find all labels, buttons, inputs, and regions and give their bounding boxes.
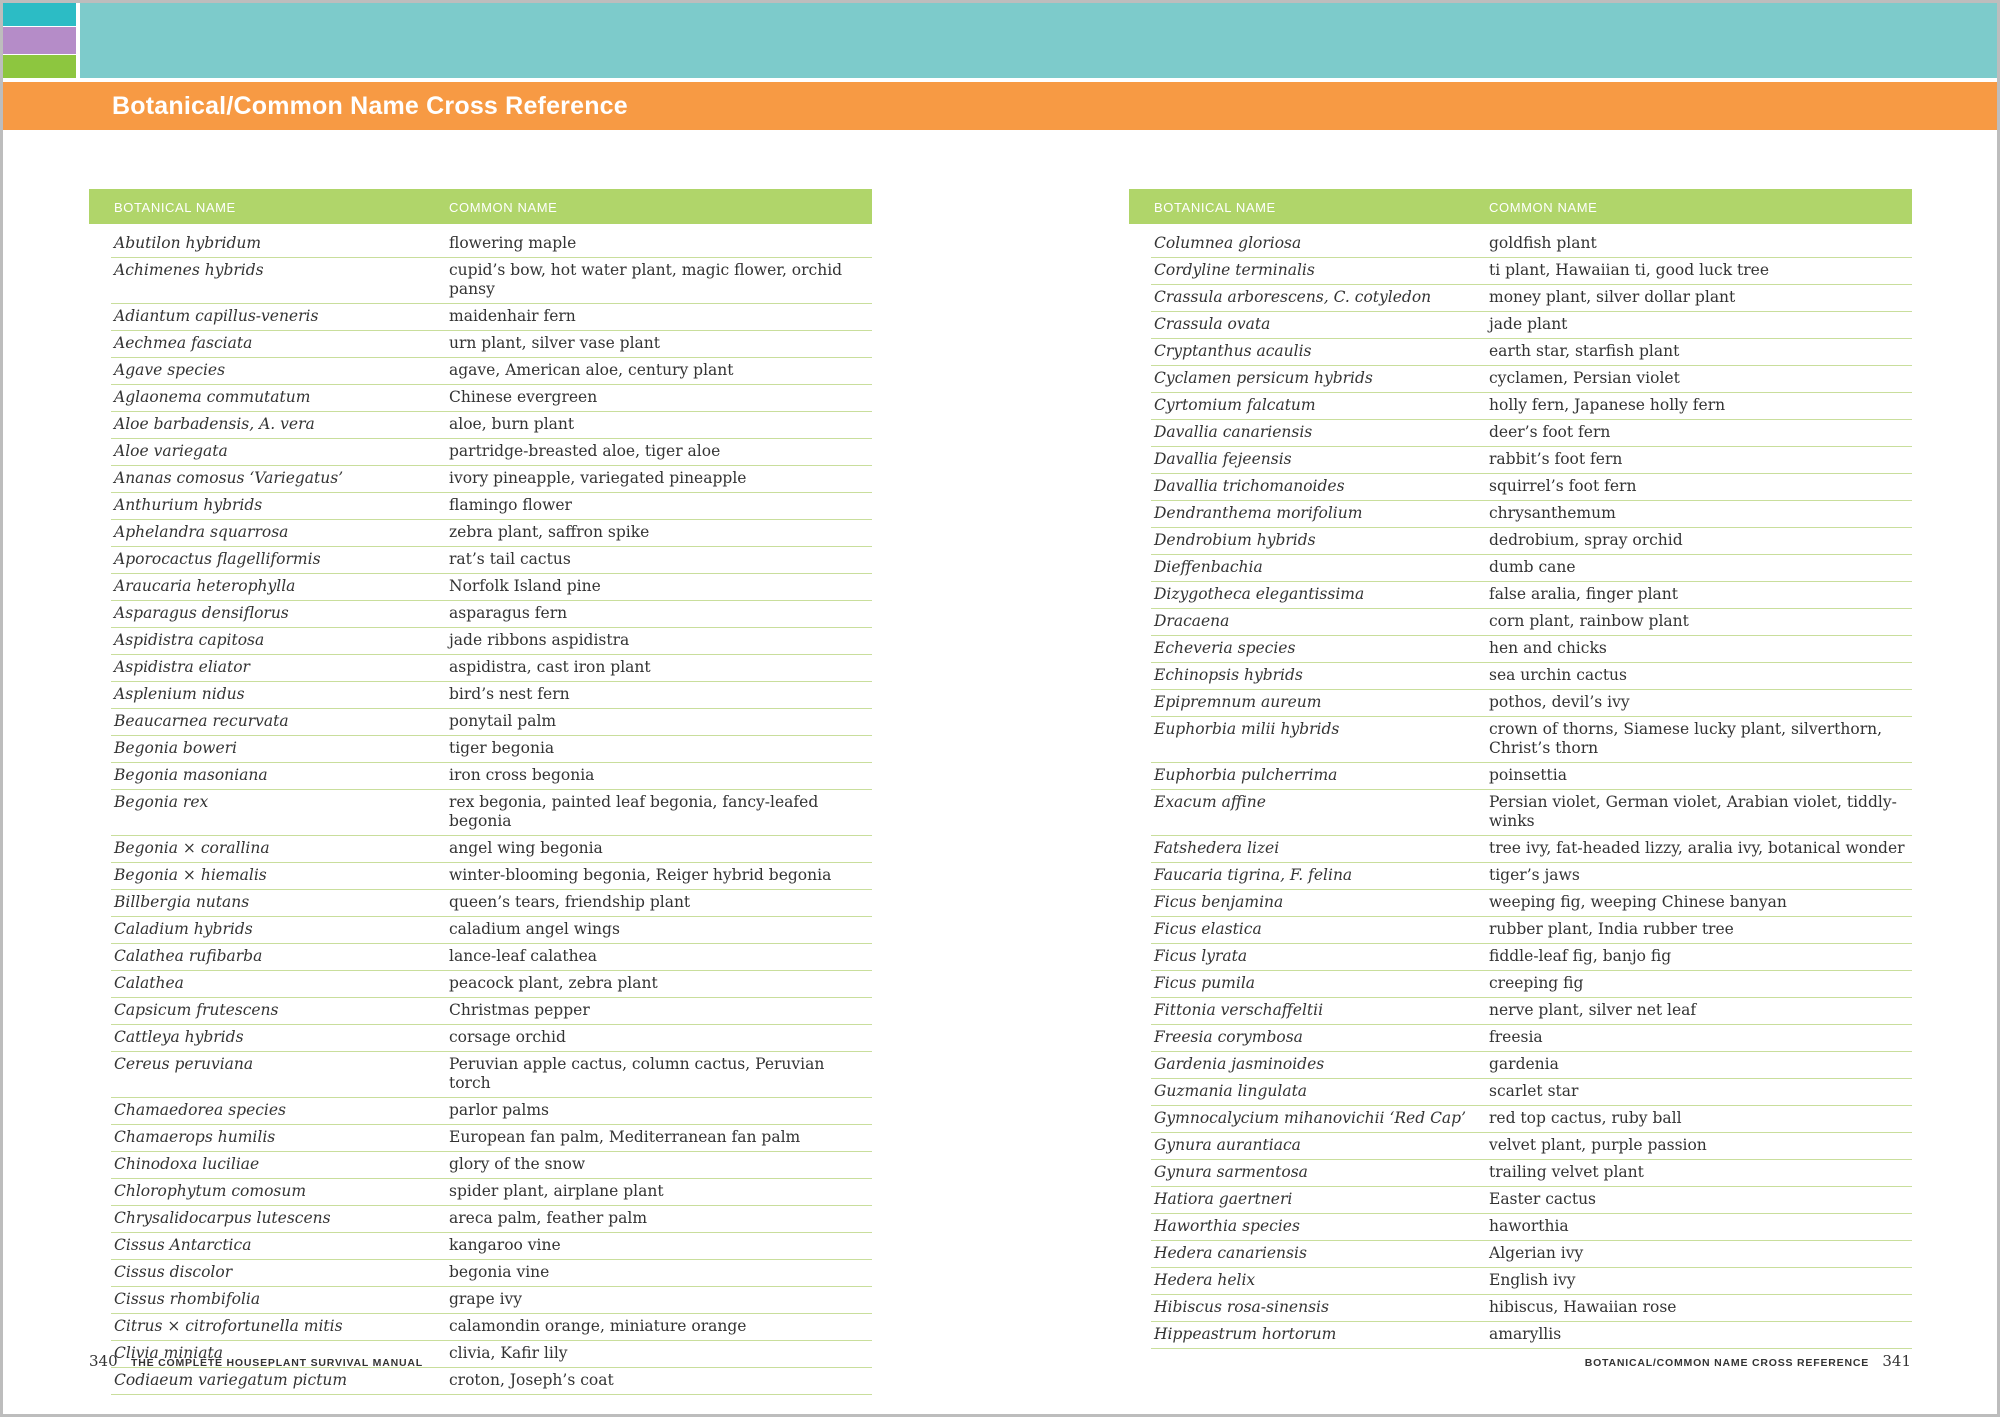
table-row [111, 736, 872, 763]
table-row [111, 1368, 872, 1395]
botanical-name: Billbergia nutans [114, 893, 250, 911]
common-name: tiger’s jaws [1489, 866, 1580, 884]
left-table [89, 189, 872, 1395]
botanical-name: Calathea rufibarba [114, 947, 263, 965]
table-row [111, 863, 872, 890]
common-name: European fan palm, Mediterranean fan palm [449, 1128, 801, 1146]
table-row [111, 1098, 872, 1125]
common-name: tiger begonia [449, 739, 555, 757]
common-name: scarlet star [1489, 1082, 1579, 1100]
common-name: areca palm, feather palm [449, 1209, 648, 1227]
botanical-name: Cyclamen persicum hybrids [1154, 369, 1373, 387]
botanical-name: Guzmania lingulata [1154, 1082, 1308, 1100]
table-body [1129, 224, 1912, 1349]
common-name: pothos, devil’s ivy [1489, 693, 1630, 711]
book-title: THE COMPLETE HOUSEPLANT SURVIVAL MANUAL [130, 1357, 423, 1369]
common-name: false aralia, finger plant [1489, 585, 1678, 603]
table-row [1151, 312, 1912, 339]
botanical-name: Chamaerops humilis [114, 1128, 276, 1146]
table-row [1151, 998, 1912, 1025]
table-row [111, 1233, 872, 1260]
common-name: gardenia [1489, 1055, 1559, 1073]
table-row [111, 917, 872, 944]
common-name: glory of the snow [449, 1155, 586, 1173]
table-row [111, 520, 872, 547]
botanical-name: Hatiora gaertneri [1154, 1190, 1293, 1208]
table-row [1151, 555, 1912, 582]
column-header-common: COMMON NAME [1489, 200, 1598, 215]
table-row [1151, 917, 1912, 944]
botanical-name: Echeveria species [1154, 639, 1296, 657]
common-name: flamingo flower [449, 496, 572, 514]
botanical-name: Asparagus densiflorus [114, 604, 289, 622]
botanical-name: Echinopsis hybrids [1154, 666, 1303, 684]
common-name: velvet plant, purple passion [1489, 1136, 1707, 1154]
color-swatch-green [3, 55, 76, 78]
table-row [1151, 1025, 1912, 1052]
common-name: begonia vine [449, 1263, 550, 1281]
botanical-name: Clivia miniata [114, 1344, 223, 1362]
page-title: Botanical/Common Name Cross Reference [112, 92, 628, 120]
botanical-name: Aloe variegata [114, 442, 228, 460]
table-row [111, 998, 872, 1025]
botanical-name: Epipremnum aureum [1154, 693, 1322, 711]
table-row [111, 971, 872, 998]
common-name: queen’s tears, friendship plant [449, 893, 691, 911]
common-name: haworthia [1489, 1217, 1569, 1235]
botanical-name: Aspidistra eliator [114, 658, 250, 676]
common-name: ivory pineapple, variegated pineapple [449, 469, 747, 487]
botanical-name: Begonia boweri [114, 739, 237, 757]
common-name: rex begonia, painted leaf begonia, fancy-leafed begonia [449, 793, 819, 830]
common-name: weeping fig, weeping Chinese banyan [1489, 893, 1787, 911]
common-name: Algerian ivy [1489, 1244, 1584, 1262]
botanical-name: Araucaria heterophylla [114, 577, 296, 595]
botanical-name: Aechmea fasciata [114, 334, 253, 352]
botanical-name: Hibiscus rosa-sinensis [1154, 1298, 1329, 1316]
botanical-name: Ficus lyrata [1154, 947, 1248, 965]
common-name: poinsettia [1489, 766, 1567, 784]
common-name: dumb cane [1489, 558, 1576, 576]
table-row [1151, 609, 1912, 636]
botanical-name: Chrysalidocarpus lutescens [114, 1209, 331, 1227]
botanical-name: Cyrtomium falcatum [1154, 396, 1316, 414]
botanical-name: Euphorbia pulcherrima [1154, 766, 1338, 784]
botanical-name: Ficus benjamina [1154, 893, 1284, 911]
common-name: lance-leaf calathea [449, 947, 598, 965]
common-name: cupid’s bow, hot water plant, magic flower, orchid pansy [449, 261, 843, 298]
table-row [111, 439, 872, 466]
table-row [111, 655, 872, 682]
table-row [111, 466, 872, 493]
table-row [1151, 1322, 1912, 1349]
table-row [111, 231, 872, 258]
table-row [111, 836, 872, 863]
right-table [1129, 189, 1912, 1349]
botanical-name: Asplenium nidus [114, 685, 245, 703]
common-name: Chinese evergreen [449, 388, 598, 406]
common-name: bird’s nest fern [449, 685, 570, 703]
table-row [1151, 1079, 1912, 1106]
botanical-name: Haworthia species [1154, 1217, 1300, 1235]
table-row [1151, 717, 1912, 763]
botanical-name: Codiaeum variegatum pictum [114, 1371, 348, 1389]
table-row [111, 790, 872, 836]
common-name: hen and chicks [1489, 639, 1607, 657]
common-name: parlor palms [449, 1101, 549, 1119]
botanical-name: Ananas comosus ‘Variegatus’ [114, 469, 344, 487]
common-name: crown of thorns, Siamese lucky plant, silverthorn, Christ’s thorn [1489, 720, 1883, 757]
table-row [111, 1125, 872, 1152]
table-row [1151, 285, 1912, 312]
botanical-name: Davallia fejeensis [1154, 450, 1292, 468]
botanical-name: Chlorophytum comosum [114, 1182, 307, 1200]
common-name: English ivy [1489, 1271, 1576, 1289]
table-row [1151, 1106, 1912, 1133]
table-row [111, 331, 872, 358]
botanical-name: Caladium hybrids [114, 920, 253, 938]
table-row [111, 1260, 872, 1287]
botanical-name: Cordyline terminalis [1154, 261, 1315, 279]
common-name: Christmas pepper [449, 1001, 590, 1019]
common-name: nerve plant, silver net leaf [1489, 1001, 1697, 1019]
color-swatch-teal [3, 3, 76, 26]
common-name: tree ivy, fat-headed lizzy, aralia ivy, botanical wonder [1489, 839, 1905, 857]
color-swatch-purple [3, 27, 76, 54]
table-row [1151, 420, 1912, 447]
table-row [1151, 1268, 1912, 1295]
botanical-name: Citrus × citrofortunella mitis [114, 1317, 343, 1335]
common-name: money plant, silver dollar plant [1489, 288, 1736, 306]
botanical-name: Ficus elastica [1154, 920, 1262, 938]
table-row [1151, 763, 1912, 790]
table-row [111, 1314, 872, 1341]
table-row [1151, 971, 1912, 998]
botanical-name: Beaucarnea recurvata [114, 712, 289, 730]
botanical-name: Cissus Antarctica [114, 1236, 252, 1254]
common-name: iron cross begonia [449, 766, 595, 784]
botanical-name: Achimenes hybrids [114, 261, 264, 279]
common-name: dedrobium, spray orchid [1489, 531, 1683, 549]
table-row [111, 601, 872, 628]
common-name: zebra plant, saffron spike [449, 523, 650, 541]
common-name: aspidistra, cast iron plant [449, 658, 651, 676]
common-name: croton, Joseph’s coat [449, 1371, 614, 1389]
table-row [1151, 1241, 1912, 1268]
common-name: ponytail palm [449, 712, 557, 730]
common-name: holly fern, Japanese holly fern [1489, 396, 1726, 414]
botanical-name: Begonia masoniana [114, 766, 268, 784]
common-name: jade plant [1489, 315, 1568, 333]
footer-right [1585, 1352, 1911, 1371]
common-name: corn plant, rainbow plant [1489, 612, 1689, 630]
botanical-name: Begonia rex [114, 793, 209, 811]
botanical-name: Adiantum capillus-veneris [114, 307, 319, 325]
botanical-name: Cattleya hybrids [114, 1028, 244, 1046]
common-name: hibiscus, Hawaiian rose [1489, 1298, 1677, 1316]
common-name: creeping fig [1489, 974, 1584, 992]
table-row [111, 890, 872, 917]
botanical-name: Agave species [114, 361, 226, 379]
botanical-name: Capsicum frutescens [114, 1001, 279, 1019]
botanical-name: Gymnocalycium mihanovichii ‘Red Cap’ [1154, 1109, 1467, 1127]
header-band [80, 3, 1997, 78]
common-name: angel wing begonia [449, 839, 603, 857]
common-name: aloe, burn plant [449, 415, 575, 433]
table-row [111, 493, 872, 520]
column-header-botanical: BOTANICAL NAME [1154, 200, 1276, 215]
botanical-name: Aspidistra capitosa [114, 631, 265, 649]
table-row [1151, 339, 1912, 366]
common-name: trailing velvet plant [1489, 1163, 1644, 1181]
common-name: winter-blooming begonia, Reiger hybrid begonia [449, 866, 832, 884]
column-header-botanical: BOTANICAL NAME [114, 200, 236, 215]
common-name: amaryllis [1489, 1325, 1562, 1343]
table-row [111, 358, 872, 385]
botanical-name: Gynura aurantiaca [1154, 1136, 1301, 1154]
botanical-name: Ficus pumila [1154, 974, 1256, 992]
common-name: spider plant, airplane plant [449, 1182, 664, 1200]
common-name: asparagus fern [449, 604, 568, 622]
table-row [1151, 636, 1912, 663]
table-row [111, 547, 872, 574]
botanical-name: Calathea [114, 974, 184, 992]
column-header-common: COMMON NAME [449, 200, 558, 215]
botanical-name: Euphorbia milii hybrids [1154, 720, 1340, 738]
botanical-name: Dracaena [1154, 612, 1230, 630]
table-row [1151, 582, 1912, 609]
table-row [111, 1152, 872, 1179]
common-name: fiddle-leaf fig, banjo fig [1489, 947, 1672, 965]
botanical-name: Aporocactus flagelliformis [114, 550, 321, 568]
table-row [1151, 447, 1912, 474]
botanical-name: Begonia × hiemalis [114, 866, 267, 884]
botanical-name: Crassula arborescens, C. cotyledon [1154, 288, 1432, 306]
common-name: chrysanthemum [1489, 504, 1616, 522]
common-name: ti plant, Hawaiian ti, good luck tree [1489, 261, 1770, 279]
botanical-name: Cissus rhombifolia [114, 1290, 261, 1308]
botanical-name: Hedera helix [1154, 1271, 1256, 1289]
common-name: corsage orchid [449, 1028, 566, 1046]
table-row [1151, 1295, 1912, 1322]
table-row [111, 258, 872, 304]
botanical-name: Cryptanthus acaulis [1154, 342, 1312, 360]
table-row [1151, 393, 1912, 420]
table-row [1151, 501, 1912, 528]
botanical-name: Exacum affine [1154, 793, 1266, 811]
common-name: calamondin orange, miniature orange [449, 1317, 747, 1335]
title-bar [3, 82, 1997, 130]
common-name: kangaroo vine [449, 1236, 561, 1254]
botanical-name: Freesia corymbosa [1154, 1028, 1303, 1046]
table-row [1151, 836, 1912, 863]
table-row [111, 709, 872, 736]
book-spread [3, 3, 1997, 1414]
table-row [1151, 663, 1912, 690]
table-row [1151, 690, 1912, 717]
common-name: Norfolk Island pine [449, 577, 601, 595]
common-name: sea urchin cactus [1489, 666, 1627, 684]
table-row [111, 1179, 872, 1206]
botanical-name: Dieffenbachia [1154, 558, 1263, 576]
common-name: freesia [1489, 1028, 1543, 1046]
botanical-name: Anthurium hybrids [114, 496, 263, 514]
common-name: jade ribbons aspidistra [449, 631, 630, 649]
table-row [1151, 474, 1912, 501]
botanical-name: Gardenia jasminoides [1154, 1055, 1325, 1073]
table-header [1129, 189, 1912, 224]
common-name: rabbit’s foot fern [1489, 450, 1623, 468]
page-number: 341 [1882, 1352, 1911, 1370]
table-row [1151, 258, 1912, 285]
botanical-name: Gynura sarmentosa [1154, 1163, 1308, 1181]
table-row [1151, 366, 1912, 393]
table-row [111, 412, 872, 439]
botanical-name: Aphelandra squarrosa [114, 523, 289, 541]
botanical-name: Abutilon hybridum [114, 234, 262, 252]
botanical-name: Davallia canariensis [1154, 423, 1313, 441]
table-row [1151, 863, 1912, 890]
common-name: peacock plant, zebra plant [449, 974, 658, 992]
table-row [1151, 1214, 1912, 1241]
table-row [111, 628, 872, 655]
botanical-name: Dendranthema morifolium [1154, 504, 1363, 522]
table-row [111, 763, 872, 790]
botanical-name: Chamaedorea species [114, 1101, 287, 1119]
table-row [1151, 528, 1912, 555]
botanical-name: Hippeastrum hortorum [1154, 1325, 1337, 1343]
common-name: Persian violet, German violet, Arabian violet, tiddly-winks [1489, 793, 1897, 830]
table-row [111, 1025, 872, 1052]
common-name: rubber plant, India rubber tree [1489, 920, 1734, 938]
common-name: squirrel’s foot fern [1489, 477, 1637, 495]
common-name: Easter cactus [1489, 1190, 1597, 1208]
table-row [1151, 1052, 1912, 1079]
table-row [111, 682, 872, 709]
botanical-name: Chinodoxa luciliae [114, 1155, 260, 1173]
common-name: grape ivy [449, 1290, 523, 1308]
botanical-name: Aloe barbadensis, A. vera [114, 415, 315, 433]
botanical-name: Aglaonema commutatum [114, 388, 311, 406]
table-row [1151, 1133, 1912, 1160]
table-header [89, 189, 872, 224]
botanical-name: Davallia trichomanoides [1154, 477, 1345, 495]
botanical-name: Dendrobium hybrids [1154, 531, 1316, 549]
common-name: partridge-breasted aloe, tiger aloe [449, 442, 721, 460]
common-name: Peruvian apple cactus, column cactus, Peruvian torch [449, 1055, 825, 1092]
common-name: maidenhair fern [449, 307, 576, 325]
page-number: 340 [89, 1352, 118, 1370]
common-name: earth star, starfish plant [1489, 342, 1680, 360]
common-name: agave, American aloe, century plant [449, 361, 734, 379]
botanical-name: Fittonia verschaffeltii [1154, 1001, 1324, 1019]
section-title: BOTANICAL/COMMON NAME CROSS REFERENCE [1584, 1357, 1870, 1369]
common-name: clivia, Kafir lily [449, 1344, 568, 1362]
footer-left [89, 1352, 423, 1371]
table-row [111, 944, 872, 971]
botanical-name: Columnea gloriosa [1154, 234, 1302, 252]
table-row [1151, 944, 1912, 971]
common-name: urn plant, silver vase plant [449, 334, 661, 352]
table-row [1151, 890, 1912, 917]
table-row [111, 385, 872, 412]
common-name: goldfish plant [1489, 234, 1597, 252]
table-row [1151, 790, 1912, 836]
botanical-name: Faucaria tigrina, F. felina [1154, 866, 1353, 884]
common-name: rat’s tail cactus [449, 550, 571, 568]
botanical-name: Cissus discolor [114, 1263, 233, 1281]
common-name: red top cactus, ruby ball [1489, 1109, 1682, 1127]
table-row [1151, 1160, 1912, 1187]
table-row [111, 574, 872, 601]
botanical-name: Fatshedera lizei [1154, 839, 1280, 857]
botanical-name: Hedera canariensis [1154, 1244, 1307, 1262]
table-row [1151, 1187, 1912, 1214]
botanical-name: Dizygotheca elegantissima [1154, 585, 1365, 603]
common-name: cyclamen, Persian violet [1489, 369, 1680, 387]
table-row [1151, 231, 1912, 258]
common-name: flowering maple [449, 234, 577, 252]
table-row [111, 1052, 872, 1098]
botanical-name: Begonia × corallina [114, 839, 270, 857]
table-row [111, 1287, 872, 1314]
table-body [89, 224, 872, 1395]
botanical-name: Cereus peruviana [114, 1055, 254, 1073]
table-row [111, 304, 872, 331]
common-name: deer’s foot fern [1489, 423, 1611, 441]
common-name: caladium angel wings [449, 920, 620, 938]
botanical-name: Crassula ovata [1154, 315, 1271, 333]
table-row [111, 1206, 872, 1233]
